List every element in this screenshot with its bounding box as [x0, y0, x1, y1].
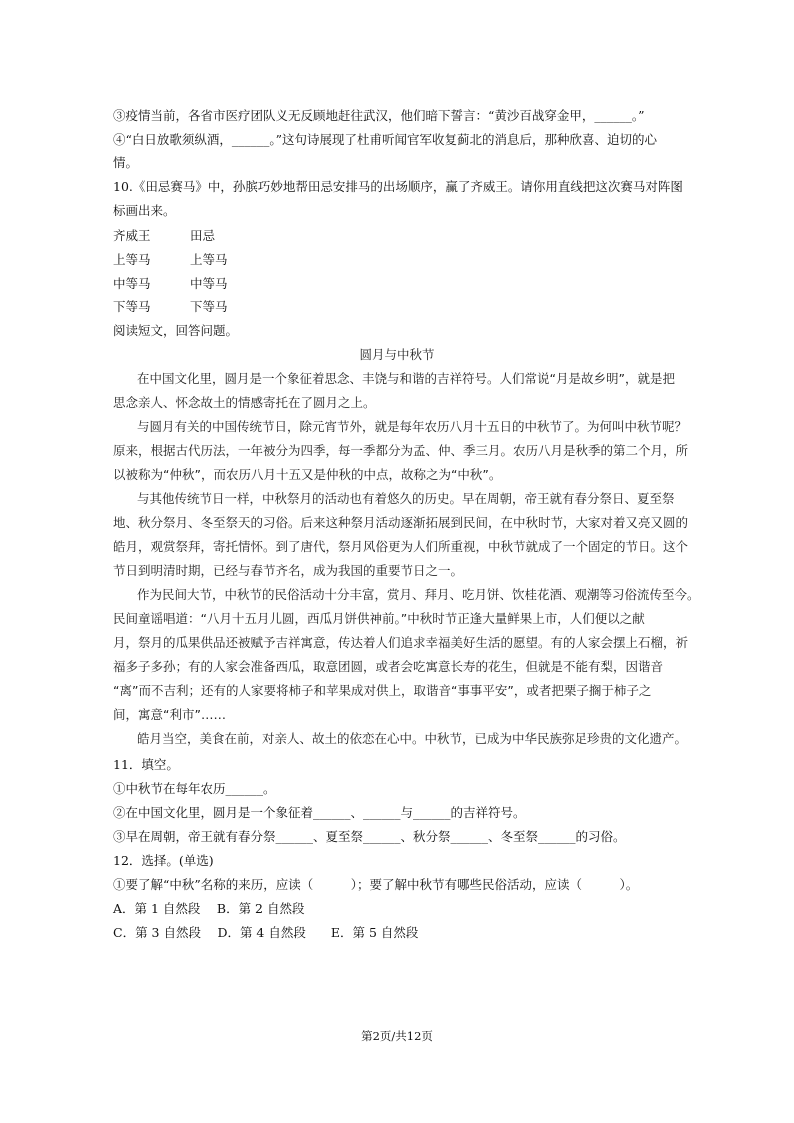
left-horse-1: 上等马	[113, 252, 151, 267]
question-11-item-2: ②在中国文化里，圆月是一个象征着______、______与______的吉祥符号。	[113, 805, 526, 820]
question-12: 12．选择。(单选)	[113, 853, 214, 868]
question-10: 10.《田忌赛马》中，孙膑巧妙地帮田忌安排马的出场顺序，赢了齐威王。请你用直线把这次赛马对阵图	[113, 179, 683, 194]
article-line: 作为民间大节，中秋节的民俗活动十分丰富，赏月、拜月、吃月饼、饮桂花酒、观潮等习俗流传至今。	[137, 587, 700, 602]
article-line: 在中国文化里，圆月是一个象征着思念、丰饶与和谐的吉祥符号。人们常说“月是故乡明”，就是把	[137, 371, 675, 386]
poem-fill-item-4-cont: 情。	[113, 155, 139, 170]
question-12-item-1: ①要了解“中秋”名称的来历，应读（ ）；要了解中秋节有哪些民俗活动，应读（ ）。	[113, 877, 639, 892]
article-line: 与其他传统节日一样，中秋祭月的活动也有着悠久的历史。早在周朝，帝王就有春分祭日、夏至祭	[137, 491, 675, 506]
poem-fill-item-4: ④“白日放歌须纵酒，______。”这句诗展现了杜甫听闻官军收复蓟北的消息后，那种欣喜、迫切的心	[113, 132, 658, 147]
article-line: 皓月，观赏祭拜，寄托情怀。到了唐代，祭月风俗更为人们所重视，中秋节就成了一个固定的节日。这个	[113, 539, 689, 554]
article-line: 与圆月有关的中国传统节日，除元宵节外，就是每年农历八月十五日的中秋节了。为何叫中秋节呢？	[137, 419, 688, 434]
article-line: 节日到明清时期，已经与春节齐名，成为我国的重要节日之一。	[113, 563, 464, 578]
article-line: “离”而不吉利；还有的人家要将柿子和苹果成对供上，取谐音“事事平安”，或者把栗子搁于柿子之	[113, 683, 652, 698]
left-horse-3: 下等马	[113, 299, 151, 314]
right-horse-3: 下等马	[190, 299, 228, 314]
article-line: 间，寓意“利市”……	[113, 707, 226, 722]
article-line: 民间童谣唱道：“八月十五月儿圆，西瓜月饼供神前。”中秋时节正逢大量鲜果上市，人们便以之献	[113, 611, 645, 626]
question-11-item-1: ①中秋节在每年农历______。	[113, 781, 276, 796]
page-footer: 第2页/共12页	[361, 1029, 433, 1043]
question-12-options-cde: C．第 3 自然段 D．第 4 自然段 E．第 5 自然段	[113, 925, 419, 940]
right-horse-2: 中等马	[190, 276, 228, 291]
article-line: 地、秋分祭月、冬至祭天的习俗。后来这种祭月活动逐渐拓展到民间，在中秋时节，大家对着又亮又圆的	[113, 515, 689, 530]
article-line: 原来，根据古代历法，一年被分为四季，每一季都分为孟、仲、季三月。农历八月是秋季的第二个月，所	[113, 443, 689, 458]
question-12-options-ab: A．第 1 自然段 B．第 2 自然段	[113, 901, 305, 916]
right-header: 田忌	[190, 228, 216, 243]
article-line: 以被称为“仲秋”，而农历八月十五又是仲秋的中点，故称之为“中秋”。	[113, 467, 502, 482]
left-horse-2: 中等马	[113, 276, 151, 291]
article-title: 圆月与中秋节	[359, 347, 435, 362]
article-line: 月，祭月的瓜果供品还被赋予吉祥寓意，传达着人们追求幸福美好生活的愿望。有的人家会摆上石榴，祈	[113, 635, 689, 650]
article-line: 皓月当空，美食在前，对亲人、故土的依恋在心中。中秋节，已成为中华民族弥足珍贵的文化遗产。	[137, 731, 688, 746]
left-header: 齐威王	[113, 228, 151, 243]
question-11-item-3: ③早在周朝，帝王就有春分祭______、夏至祭______、秋分祭______、冬至祭______的习俗。	[113, 829, 626, 844]
poem-fill-item-3: ③疫情当前，各省市医疗团队义无反顾地赶往武汉，他们暗下誓言：“黄沙百战穿金甲，______。”	[113, 108, 645, 123]
article-line: 福多子多孙；有的人家会准备西瓜，取意团圆，或者会吃寓意长寿的花生，但就是不能有梨，因谐音	[113, 659, 664, 674]
right-horse-1: 上等马	[190, 252, 228, 267]
question-11: 11．填空。	[113, 757, 179, 772]
reading-prompt: 阅读短文，回答问题。	[113, 323, 239, 338]
question-10-cont: 标画出来。	[113, 203, 176, 218]
article-line: 思念亲人、怀念故土的情感寄托在了圆月之上。	[113, 395, 376, 410]
